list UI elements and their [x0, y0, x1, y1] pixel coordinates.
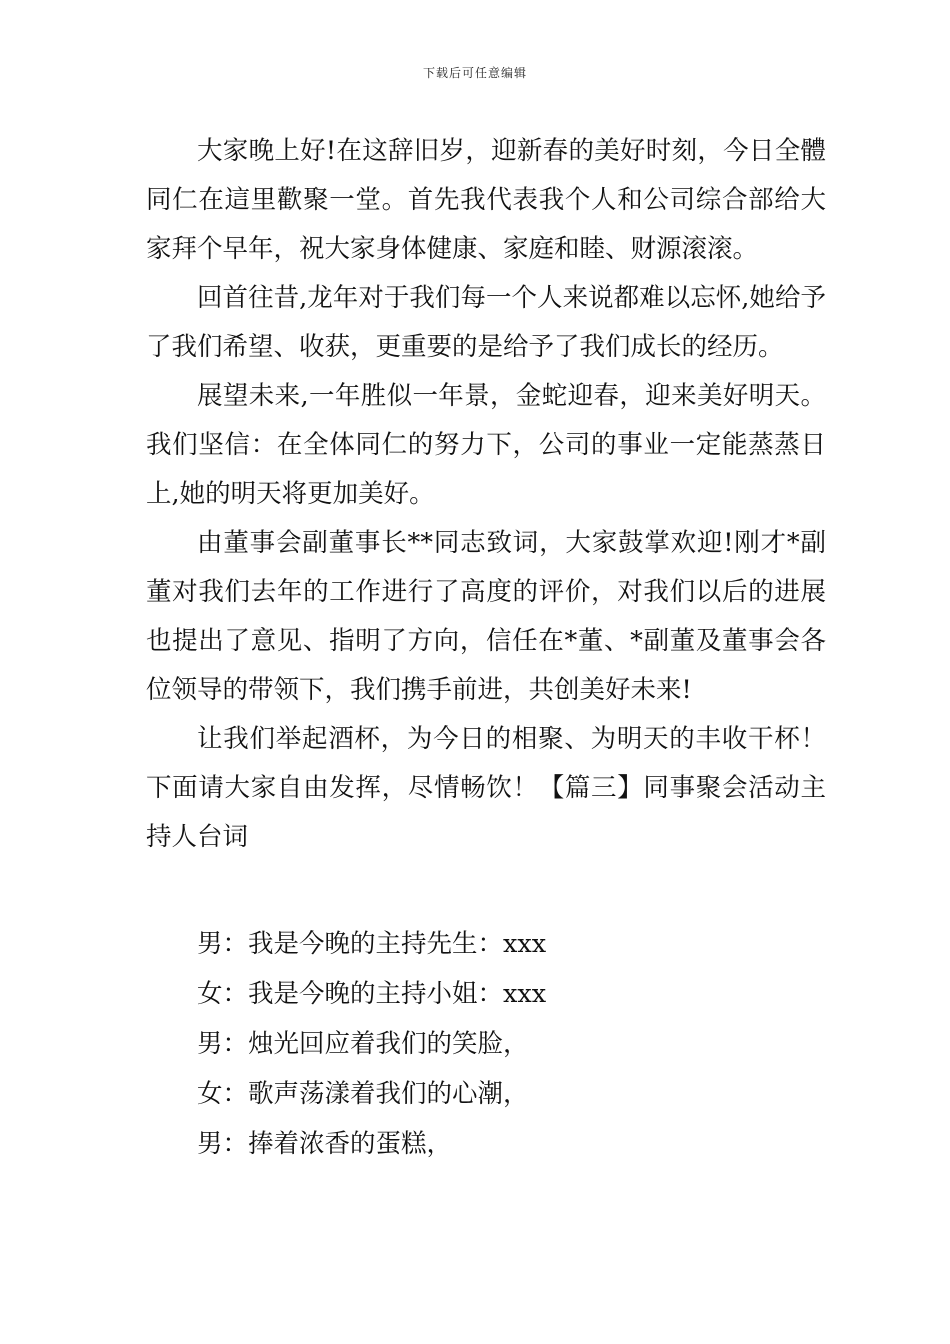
paragraph-toast: 让我们举起酒杯，为今日的相聚、为明天的丰收干杯！下面请大家自由发挥，尽情畅饮！【篇三】同事聚会活动主持人台词 [146, 724, 826, 852]
document-body [146, 127, 826, 1169]
dialogue-line: 男：我是今晚的主持先生：xxx [197, 929, 547, 959]
paragraph-greeting: 大家晚上好!在这辞旧岁，迎新春的美好时刻，今日全體同仁在這里歡聚一堂。首先我代表我个人和公司综合部给大家拜个早年，祝大家身体健康、家庭和睦、财源滚滚。 [146, 136, 826, 264]
dialogue-line: 女：歌声荡漾着我们的心潮， [197, 1079, 529, 1109]
dialogue-line: 男：捧着浓香的蛋糕， [197, 1129, 453, 1159]
paragraph-speech: 由董事会副董事长**同志致词，大家鼓掌欢迎!刚才*副董对我们去年的工作进行了高度的评价，对我们以后的进展也提出了意见、指明了方向，信任在*董、*副董及董事会各位领导的带领下，我们携手前进，共创美好未来! [146, 528, 826, 705]
page-header: 下载后可任意编辑 [422, 66, 527, 80]
dialogue-line: 男：烛光回应着我们的笑脸， [197, 1029, 529, 1059]
paragraph-outlook: 展望未来,一年胜似一年景，金蛇迎春，迎来美好明天。我们坚信：在全体同仁的努力下，公司的事业一定能蒸蒸日上,她的明天将更加美好。 [146, 381, 826, 509]
dialogue-line: 女：我是今晚的主持小姐：xxx [197, 979, 547, 1009]
paragraph-review: 回首往昔,龙年对于我们每一个人来说都难以忘怀,她给予了我们希望、收获，更重要的是给予了我们成长的经历。 [146, 283, 826, 362]
section-gap [146, 862, 826, 919]
